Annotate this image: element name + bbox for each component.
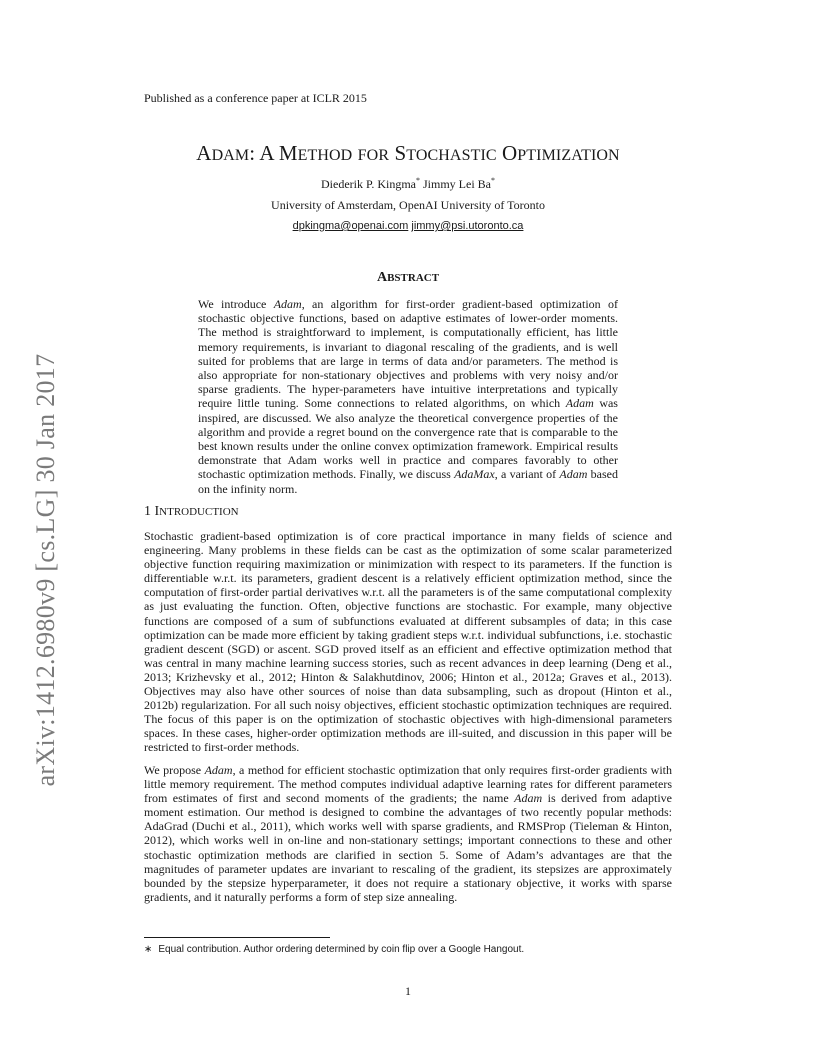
abstract-heading	[0, 270, 816, 286]
emphasized-term: Adam	[514, 791, 543, 806]
abstract-text-run: We introduce	[198, 297, 274, 311]
section-heading	[144, 504, 239, 520]
section-number: 1	[144, 504, 151, 519]
abstract-text-run: based on the infinity norm.	[198, 467, 619, 496]
paragraph-text-run: , a method for efficient stochastic optimization that only requires first-order gradients with little memory requirement. The method computes individual adaptive learning rates for different parameters from estimates of first and second moments of the gradients; the name	[144, 763, 672, 806]
emphasized-term: Adam	[559, 467, 588, 482]
abstract-heading-initial: A	[376, 270, 388, 285]
emphasized-term: Adam	[204, 763, 233, 777]
footnote-mark: ∗	[144, 944, 153, 955]
section-heading-initial: I	[154, 504, 160, 519]
section-heading-rest: NTRODUCTION	[159, 506, 239, 518]
abstract-text-run: was inspired, are discussed. We also analyze the theoretical convergence properties of the algorithm and provide a regret bound on the convergence rate that is comparable to the best known results under the online convex optimization framework. Empirical results demonstrate that Adam works well in practice and compares favorably to other stochastic optimization methods. Finally, we discuss	[198, 396, 618, 482]
emphasized-term: Adam	[273, 297, 302, 311]
title-initial: S	[394, 141, 407, 165]
paragraph-text-run: Stochastic gradient-based optimization is of core practical importance in many fields of science and engineering. Many problems in these fields can be cast as the optimization of some scalar parameterized objective function requiring maximization or minimization with respect to its parameters. If the function is differentiable w.r.t. its parameters, gradient descent is a relatively efficient optimization method, since the computation of first-order partial derivatives w.r.t. all the parameters is of the same computational complexity as just evaluating the function. Often, objective functions are stochastic. For example, many objective functions are composed of a sum of subfunctions evaluated at different subsamples of data; in this case optimization can be made more efficient by taking gradient steps w.r.t. individual subfunctions, i.e. stochastic gradient descent (SGD) or ascent. SGD proved itself as an efficient and effective optimization method that was central in many machine learning success stories, such as recent advances in deep learning (Deng et al., 2013; Krizhevsky et al., 2012; Hinton & Salakhutdinov, 2006; Hinton et al., 2012a; Graves et al., 2013). Objectives may also have other sources of noise than data subsampling, such as dropout (Hinton et al., 2012b) regularization. For all such noisy objectives, efficient stochastic optimization techniques are required. The focus of this paper is on the optimization of stochastic objectives with high-dimensional parameters spaces. In these cases, higher-order optimization methods are ill-suited, and discussion in this paper will be restricted to first-order methods.	[144, 529, 672, 755]
email-link[interactable]: jimmy@psi.utoronto.ca	[411, 220, 524, 232]
abstract-text	[198, 297, 618, 496]
emphasized-term: Adam	[565, 396, 594, 411]
author-list	[0, 176, 816, 192]
title-smallcaps: ETHOD	[297, 147, 353, 164]
title-separator: :	[249, 141, 260, 165]
abstract-text-run: , a variant of	[494, 467, 560, 482]
title-initial: A	[196, 141, 212, 165]
title-smallcaps: FOR	[357, 147, 390, 164]
title-initial: A	[259, 141, 274, 165]
intro-paragraph-1	[144, 529, 672, 755]
intro-paragraph-2	[144, 763, 672, 904]
paragraph-text-run: We propose	[144, 763, 205, 777]
page-number: 1	[405, 984, 411, 998]
author-name: Jimmy Lei Ba	[420, 177, 491, 191]
footnote	[144, 944, 524, 955]
affiliation: University of Amsterdam, OpenAI University of Toronto	[271, 198, 545, 212]
author-footnote-mark: *	[416, 176, 420, 185]
abstract-heading-rest: BSTRACT	[387, 272, 440, 284]
email-list	[0, 220, 816, 232]
title-initial: O	[502, 141, 518, 165]
title-smallcaps: DAM	[211, 147, 250, 164]
footnote-text: Equal contribution. Author ordering determined by coin flip over a Google Hangout.	[158, 944, 525, 955]
title-smallcaps: TOCHASTIC	[406, 147, 497, 164]
author-name: Diederik P. Kingma	[321, 177, 416, 191]
email-link[interactable]: dpkingma@openai.com	[292, 220, 409, 232]
arxiv-stamp: arXiv:1412.6980v9 [cs.LG] 30 Jan 2017	[31, 353, 60, 787]
paper-title	[0, 141, 816, 166]
emphasized-term: AdaMax	[454, 467, 495, 482]
footnote-divider	[144, 937, 330, 938]
paragraph-text-run: is derived from adaptive moment estimation. Our method is designed to combine the advantages of two recently popular methods: AdaGrad (Duchi et al., 2011), which works well with sparse gradients, and RMSProp (Tieleman & Hinton, 2012), which works well in on-line and non-stationary settings; important connections to these and other stochastic optimization methods are clarified in section 5. Some of Adam’s advantages are that the magnitudes of parameter updates are invariant to rescaling of the gradient, its stepsizes are approximately bounded by the stepsize hyperparameter, it does not require a stationary objective, it works with sparse gradients, and it naturally performs a form of step size annealing.	[144, 791, 672, 904]
title-smallcaps: PTIMIZATION	[517, 147, 620, 164]
conference-header: Published as a conference paper at ICLR 2015	[144, 91, 367, 105]
title-initial: M	[278, 141, 298, 165]
abstract-text-run: , an algorithm for first-order gradient-based optimization of stochastic objective functions, based on adaptive estimates of lower-order moments. The method is straightforward to implement, is computationally efficient, has little memory requirements, is invariant to diagonal rescaling of the gradients, and is well suited for problems that are large in terms of data and/or parameters. The method is also appropriate for non-stationary objectives and problems with very noisy and/or sparse gradients. The hyper-parameters have intuitive interpretations and typically require little tuning. Some connections to related algorithms, on which	[198, 297, 618, 411]
author-footnote-mark: *	[491, 176, 495, 185]
